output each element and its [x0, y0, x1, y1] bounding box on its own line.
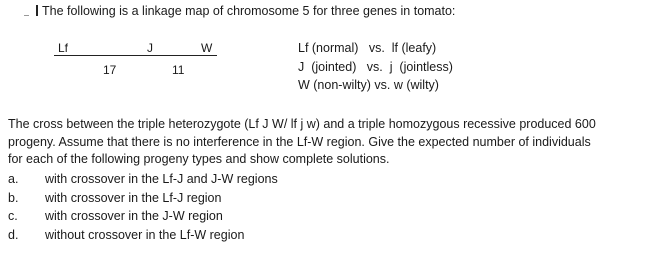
- text-cursor-icon: [36, 5, 38, 16]
- option-letter: a.: [8, 172, 19, 186]
- distance-lf-j: 17: [103, 63, 117, 77]
- paragraph-line: for each of the following progeny types and show complete solutions.: [8, 152, 390, 166]
- question-header: The following is a linkage map of chromosome 5 for three genes in tomato:: [42, 4, 456, 18]
- problem-paragraph: [8, 116, 656, 169]
- option-text: with crossover in the J-W region: [45, 209, 223, 223]
- gene-w-label: W: [201, 41, 213, 55]
- legend-w: W (non-wilty) vs. w (wilty): [298, 78, 439, 92]
- option-text: with crossover in the Lf-J region: [45, 190, 222, 205]
- option-text: with crossover in the Lf-J and J-W regions: [45, 172, 278, 186]
- gene-lf-label: Lf: [58, 41, 69, 55]
- paragraph-line: The cross between the triple heterozygote (Lf J W/ lf j w) and a triple homozygous recessive produced 600: [8, 117, 596, 131]
- bullet-mark: [24, 15, 29, 16]
- option-letter: c.: [8, 209, 18, 223]
- legend-j: J (jointed) vs. j (jointless): [298, 60, 453, 74]
- distance-j-w: 11: [172, 63, 185, 77]
- option-text: without crossover in the Lf-W region: [45, 227, 245, 242]
- gene-j-label: J: [147, 41, 153, 55]
- paragraph-line: progeny. Assume that there is no interference in the Lf-W region. Give the expected number of individuals: [8, 134, 591, 149]
- legend-lf: Lf (normal) vs. lf (leafy): [298, 41, 437, 55]
- option-letter: b.: [8, 190, 19, 205]
- chromosome-line: [54, 55, 217, 56]
- option-letter: d.: [8, 227, 19, 242]
